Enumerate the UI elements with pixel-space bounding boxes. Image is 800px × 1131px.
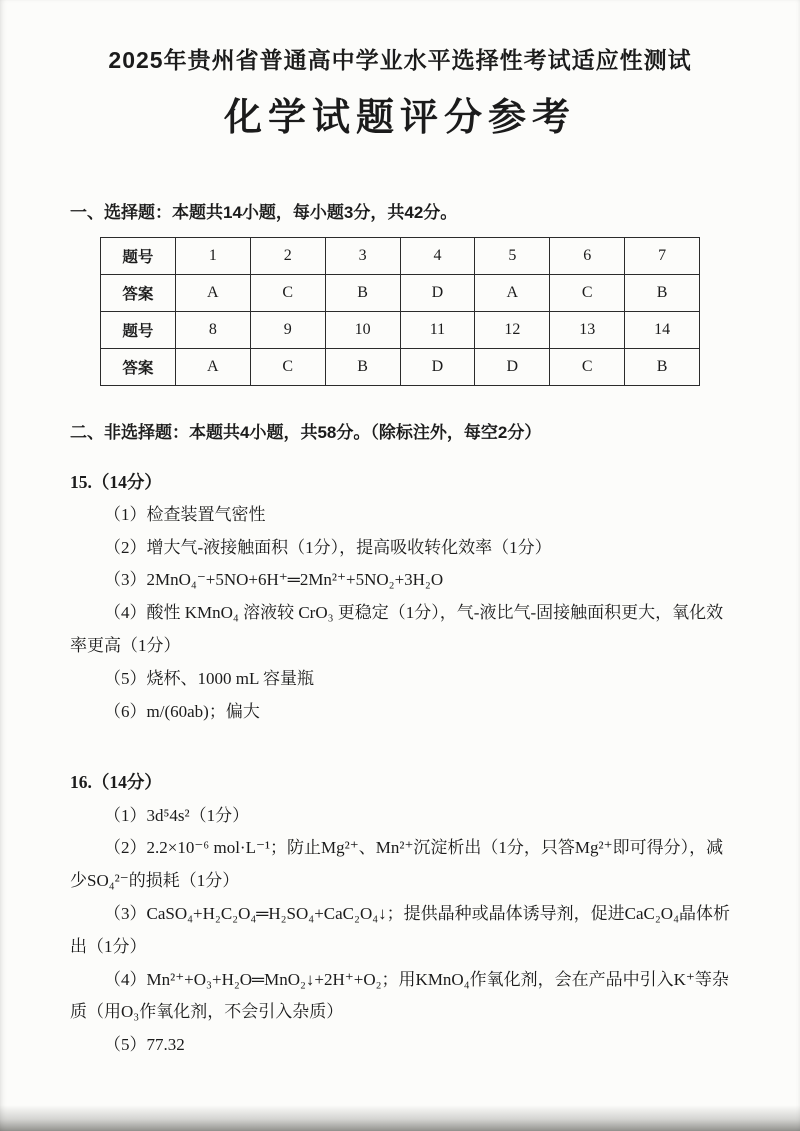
- answer-table: [100, 237, 700, 386]
- table-cell: 5: [475, 238, 550, 275]
- table-cell: B: [625, 349, 700, 386]
- table-cell: C: [250, 349, 325, 386]
- table-cell: 2: [250, 238, 325, 275]
- row-label-question-number: 题号: [101, 312, 176, 349]
- table-cell: 4: [400, 238, 475, 275]
- question-16-block: [70, 766, 730, 1062]
- table-cell: B: [325, 275, 400, 312]
- table-cell: 6: [550, 238, 625, 275]
- answer-item: （4）Mn²⁺+O₃+H₂O═MnO₂↓+2H⁺+O₂；用KMnO₄作氧化剂，会在产品中引入K⁺等杂质（用O₃作氧化剂，不会引入杂质）: [70, 969, 729, 1022]
- answer-item: （5）烧杯、1000 mL 容量瓶: [104, 668, 314, 688]
- table-cell: 12: [475, 312, 550, 349]
- scan-shadow-artifact: [0, 1105, 800, 1131]
- table-cell: 7: [625, 238, 700, 275]
- page-title: 2025年贵州省普通高中学业水平选择性考试适应性测试: [108, 47, 692, 73]
- table-cell: C: [550, 275, 625, 312]
- table-cell: 8: [175, 312, 250, 349]
- table-cell: 10: [325, 312, 400, 349]
- answer-item: （1）检查装置气密性: [104, 504, 266, 524]
- choice-section-heading: 一、选择题：本题共14小题，每小题3分，共42分。: [70, 202, 458, 222]
- table-cell: 1: [175, 238, 250, 275]
- table-cell: B: [625, 275, 700, 312]
- table-cell: 11: [400, 312, 475, 349]
- row-label-answer: 答案: [101, 275, 176, 312]
- answer-item: （1）3d⁵4s²（1分）: [104, 805, 250, 825]
- answer-item: （2）增大气-液接触面积（1分），提高吸收转化效率（1分）: [104, 537, 552, 557]
- table-cell: A: [175, 349, 250, 386]
- row-label-answer: 答案: [101, 349, 176, 386]
- table-row: [101, 312, 700, 349]
- table-cell: D: [400, 275, 475, 312]
- row-label-question-number: 题号: [101, 238, 176, 275]
- answer-item: （2）2.2×10⁻⁶ mol·L⁻¹；防止Mg²⁺、Mn²⁺沉淀析出（1分，只答Mg²⁺即可得分），减少SO₄²⁻的损耗（1分）: [70, 838, 724, 891]
- answer-item: （5）77.32: [104, 1035, 185, 1055]
- table-row: [101, 275, 700, 312]
- table-cell: 13: [550, 312, 625, 349]
- question-15-block: [70, 466, 730, 729]
- table-cell: D: [475, 349, 550, 386]
- answer-item: （3）2MnO₄⁻+5NO+6H⁺═2Mn²⁺+5NO₂+3H₂O: [104, 570, 444, 590]
- question-16-number: 16.（14分）: [70, 772, 162, 793]
- table-cell: 14: [625, 312, 700, 349]
- table-cell: A: [475, 275, 550, 312]
- question-15-number: 15.（14分）: [70, 471, 162, 492]
- answer-item: （6）m/(60ab)；偏大: [104, 701, 260, 721]
- table-cell: C: [250, 275, 325, 312]
- table-cell: D: [400, 349, 475, 386]
- table-cell: B: [325, 349, 400, 386]
- page-subtitle: 化学试题评分参考: [223, 97, 576, 140]
- table-row: [101, 349, 700, 386]
- free-response-section-heading: 二、非选择题：本题共4小题，共58分。（除标注外，每空2分）: [70, 423, 542, 443]
- table-cell: A: [175, 275, 250, 312]
- answer-item: （3）CaSO₄+H₂C₂O₄═H₂SO₄+CaC₂O₄↓；提供晶种或晶体诱导剂，促进CaC₂O₄晶体析出（1分）: [70, 904, 731, 956]
- table-cell: 3: [325, 238, 400, 275]
- table-row: [101, 238, 700, 275]
- answer-item: （4）酸性 KMnO₄ 溶液较 CrO₃ 更稳定（1分），气-液比气-固接触面积更大，氧化效率更高（1分）: [70, 603, 724, 656]
- table-cell: 9: [250, 312, 325, 349]
- table-cell: C: [550, 349, 625, 386]
